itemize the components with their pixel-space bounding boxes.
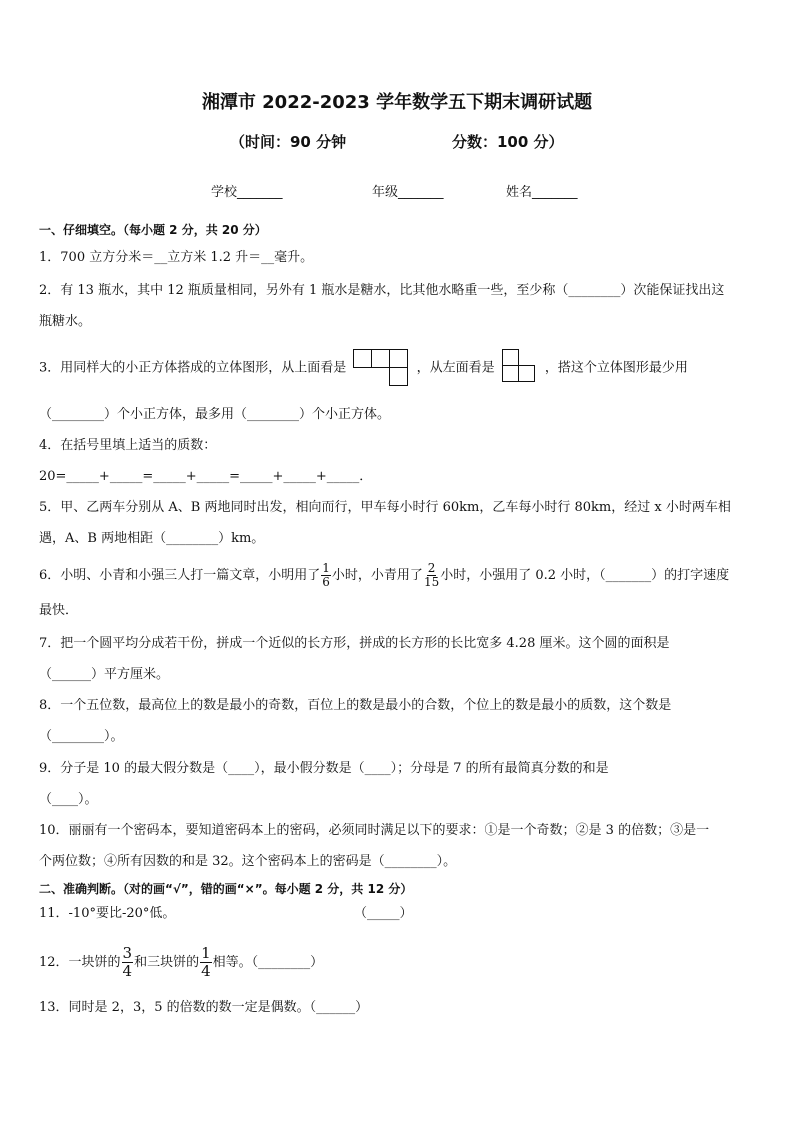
question-3-text-b: ，从左面看是 [416,360,495,376]
question-3-text-a: 3．用同样大的小正方体搭成的立体图形，从上面看是 [39,360,347,376]
exam-score: 分数：100 分） [452,133,564,151]
question-1: 1．700 立方分米＝__立方米 1.2 升＝__毫升。 [39,250,314,265]
question-2-line1: 2．有 13 瓶水，其中 12 瓶质量相同，另外有 1 瓶水是糖水，比其他水略重一些，至少称（________）次能保证找出这 [39,283,725,298]
question-9-line1: 9．分子是 10 的最大假分数是（____），最小假分数是（____）；分母是 7 的所有最简真分数的和是 [39,761,609,776]
question-12-text-a: 12．一块饼的 [39,955,121,970]
name-field: 姓名_______ [506,185,578,200]
question-13: 13．同时是 2，3，5 的倍数的数一定是偶数。（______） [39,1000,369,1015]
question-6-text-b: 小时，小青用了 [331,568,423,583]
left-view-figure [501,358,539,378]
question-6-line2: 最快． [39,603,79,618]
fraction-three-quarters [122,945,134,980]
question-3-line1 [39,358,688,379]
fraction-numerator: 1 [201,944,211,962]
question-5-line2: 遇，A、B 两地相距（________）km。 [39,531,265,546]
question-12-text-c: 相等。（________） [212,955,324,970]
question-3-line2: （________）个小正方体，最多用（________）个小正方体。 [39,407,391,422]
fraction-numerator: 2 [427,561,436,575]
question-12-text-b: 和三块饼的 [134,955,200,970]
question-3-text-c: ，搭这个立体图形最少用 [544,360,688,376]
question-9-line2: （____）。 [39,792,98,807]
question-11-answer-blank: （_____） [354,906,413,921]
fraction-denominator: 4 [122,962,133,980]
fraction-denominator: 6 [322,575,330,589]
fraction-one-sixth [321,562,331,589]
section1-heading: 一、仔细填空。（每小题 2 分，共 20 分） [39,223,267,237]
question-12 [39,945,323,980]
question-5-line1: 5．甲、乙两车分别从 A、B 两地同时出发，相向而行，甲车每小时行 60km，乙车每小时行 80km，经过 x 小时两车相 [39,500,731,515]
fraction-denominator: 4 [201,962,211,980]
fraction-denominator: 15 [423,575,440,589]
top-view-figure [352,358,410,378]
question-10-line1: 10．丽丽有一个密码本，要知道密码本上的密码，必须同时满足以下的要求：①是一个奇数；②是 3 的倍数；③是一 [39,823,710,838]
question-6-text-c: 小时，小强用了 0.2 小时，（_______）的打字速度 [440,568,730,583]
question-4-line2: 20=_____+_____=_____+_____=_____+_____+_____． [39,469,373,484]
fraction-two-fifteenths [424,562,439,589]
question-4-line1: 4．在括号里填上适当的质数： [39,438,217,453]
question-7-line2: （______）平方厘米。 [39,667,170,682]
grade-field: 年级_______ [372,185,444,200]
question-6-text-a: 6．小明、小青和小强三人打一篇文章，小明用了 [39,568,321,583]
question-6-line1 [39,562,729,589]
fraction-one-quarter [200,945,212,980]
question-2-line2: 瓶糖水。 [39,314,92,329]
question-8-line2: （________）。 [39,729,124,744]
question-11: 11．-10°要比-20°低。 [39,906,176,921]
question-7-line1: 7．把一个圆平均分成若干份，拼成一个近似的长方形，拼成的长方形的长比宽多 4.28 厘米。这个圆的面积是 [39,636,670,651]
section2-heading: 二、准确判断。（对的画“√”，错的画“×”。每小题 2 分，共 12 分） [39,882,413,896]
exam-title: 湘潭市 2022-2023 学年数学五下期末调研试题 [201,92,593,113]
fraction-numerator: 1 [322,561,330,575]
exam-time: （时间：90 分钟 [230,133,347,151]
question-8-line1: 8．一个五位数，最高位上的数是最小的奇数，百位上的数是最小的合数，个位上的数是最小的质数，这个数是 [39,698,672,713]
fraction-numerator: 3 [122,944,133,962]
question-10-line2: 个两位数；④所有因数的和是 32。这个密码本上的密码是（________）。 [39,854,457,869]
school-field: 学校_______ [211,185,283,200]
